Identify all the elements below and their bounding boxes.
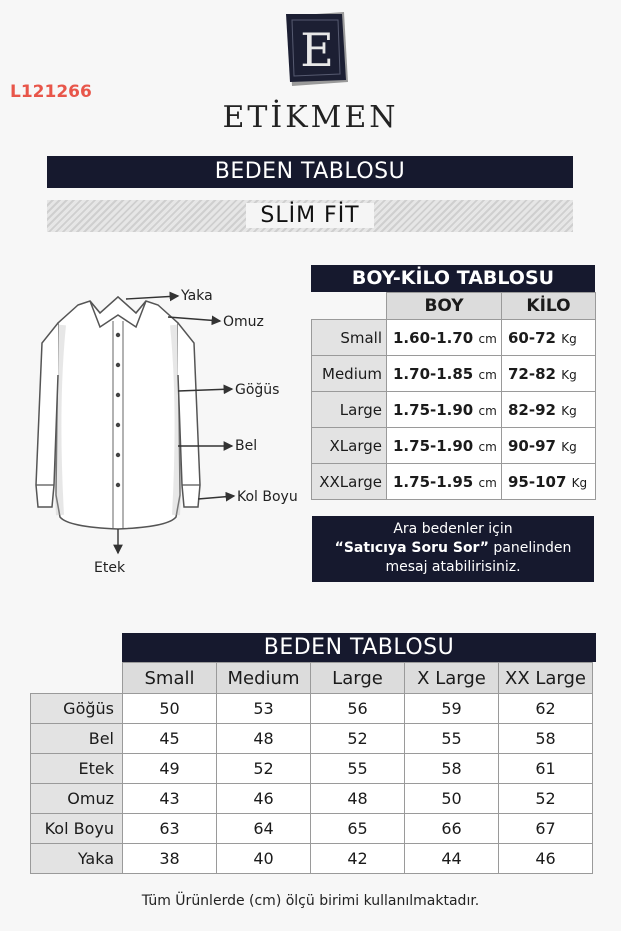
row-label: Göğüs: [31, 694, 123, 724]
measurement-cell: 64: [217, 814, 311, 844]
column-header: Small: [123, 663, 217, 694]
measurement-cell: 40: [217, 844, 311, 874]
measurement-cell: 67: [499, 814, 593, 844]
measurement-cell: 46: [217, 784, 311, 814]
measurement-cell: 59: [405, 694, 499, 724]
boy-unit: cm: [478, 475, 497, 490]
kilo-unit: Kg: [561, 439, 577, 454]
measurement-cell: 65: [311, 814, 405, 844]
measurement-row: [31, 844, 593, 874]
measurement-row: [31, 784, 593, 814]
measurement-cell: 50: [405, 784, 499, 814]
measurement-cell: 46: [499, 844, 593, 874]
measurement-row: [31, 724, 593, 754]
measurement-cell: 42: [311, 844, 405, 874]
label-kol-boyu: Kol Boyu: [237, 489, 298, 505]
note-line-3: mesaj atabilirisiniz.: [385, 559, 521, 575]
note-line-2: [312, 539, 594, 558]
measurement-cell: 58: [499, 724, 593, 754]
measurement-cell: 53: [217, 694, 311, 724]
measurement-cell: 55: [311, 754, 405, 784]
row-label: Yaka: [31, 844, 123, 874]
info-note: [312, 516, 594, 582]
kilo-cell: [502, 392, 596, 428]
header-boy: BOY: [387, 293, 502, 320]
measurement-cell: 50: [123, 694, 217, 724]
shirt-diagram: [28, 285, 308, 585]
boy-value: 1.75-1.95: [393, 472, 474, 491]
boy-cell: [387, 356, 502, 392]
kilo-cell: [502, 428, 596, 464]
kilo-cell: [502, 464, 596, 500]
note-highlight: “Satıcıya Soru Sor”: [334, 540, 489, 556]
measurement-cell: 52: [217, 754, 311, 784]
kilo-value: 90-97: [508, 436, 556, 455]
header-empty-cell: [31, 663, 123, 694]
kilo-unit: Kg: [571, 475, 588, 490]
boy-kilo-title: BOY-KİLO TABLOSU: [311, 265, 595, 292]
column-header: Medium: [217, 663, 311, 694]
boy-cell: [387, 392, 502, 428]
boy-kilo-row: [312, 392, 596, 428]
size-label: Medium: [312, 356, 387, 392]
kilo-value: 82-92: [508, 400, 556, 419]
boy-kilo-row: [312, 428, 596, 464]
label-yaka: Yaka: [181, 288, 213, 304]
fit-label: SLİM FİT: [246, 203, 373, 228]
measurement-cell: 56: [311, 694, 405, 724]
measurement-cell: 58: [405, 754, 499, 784]
row-label: Omuz: [31, 784, 123, 814]
note-line-1: Ara bedenler için: [393, 521, 513, 537]
boy-value: 1.75-1.90: [393, 400, 474, 419]
boy-value: 1.70-1.85: [393, 364, 474, 383]
boy-unit: cm: [478, 331, 497, 346]
measurement-cell: 66: [405, 814, 499, 844]
kilo-unit: Kg: [561, 403, 577, 418]
boy-unit: cm: [478, 439, 497, 454]
kilo-value: 72-82: [508, 364, 556, 383]
kilo-cell: [502, 356, 596, 392]
column-header: Large: [311, 663, 405, 694]
size-label: Large: [312, 392, 387, 428]
measurement-cell: 52: [499, 784, 593, 814]
measurement-cell: 55: [405, 724, 499, 754]
measurement-cell: 43: [123, 784, 217, 814]
kilo-value: 60-72: [508, 328, 556, 347]
measurement-cell: 52: [311, 724, 405, 754]
boy-value: 1.60-1.70: [393, 328, 474, 347]
measurement-cell: 44: [405, 844, 499, 874]
measurement-cell: 48: [311, 784, 405, 814]
kilo-value: 95-107: [508, 472, 567, 491]
column-header: XX Large: [499, 663, 593, 694]
measurement-cell: 38: [123, 844, 217, 874]
size-label: XLarge: [312, 428, 387, 464]
header-kilo: KİLO: [502, 293, 596, 320]
note-line-2-rest: panelinden: [488, 540, 572, 556]
measurement-row: [31, 814, 593, 844]
measurement-cell: 63: [123, 814, 217, 844]
header-empty-cell: [312, 293, 387, 320]
measurement-row: [31, 754, 593, 784]
product-code: L121266: [10, 82, 92, 102]
boy-value: 1.75-1.90: [393, 436, 474, 455]
boy-cell: [387, 428, 502, 464]
page-title: BEDEN TABLOSU: [47, 156, 573, 188]
size-label: Small: [312, 320, 387, 356]
measurement-cell: 49: [123, 754, 217, 784]
boy-kilo-row: [312, 464, 596, 500]
kilo-unit: Kg: [561, 367, 577, 382]
measurement-cell: 45: [123, 724, 217, 754]
boy-cell: [387, 464, 502, 500]
kilo-unit: Kg: [561, 331, 577, 346]
measurement-cell: 62: [499, 694, 593, 724]
boy-kilo-row: [312, 320, 596, 356]
measurement-row: [31, 694, 593, 724]
row-label: Kol Boyu: [31, 814, 123, 844]
size-label: XXLarge: [312, 464, 387, 500]
label-etek: Etek: [94, 560, 126, 576]
column-header: X Large: [405, 663, 499, 694]
footer-note: Tüm Ürünlerde (cm) ölçü birimi kullanılmaktadır.: [141, 893, 480, 909]
brand-name: ETİKMEN: [222, 100, 399, 135]
svg-text:E: E: [300, 23, 334, 77]
label-bel: Bel: [235, 438, 258, 454]
fit-title: [47, 200, 573, 232]
row-label: Etek: [31, 754, 123, 784]
measurement-cell: 48: [217, 724, 311, 754]
kilo-cell: [502, 320, 596, 356]
label-gogus: Göğüs: [235, 382, 280, 398]
boy-unit: cm: [478, 403, 497, 418]
measurement-cell: 61: [499, 754, 593, 784]
beden-title: BEDEN TABLOSU: [122, 633, 596, 662]
label-omuz: Omuz: [223, 314, 264, 330]
boy-kilo-table: [311, 265, 595, 500]
boy-kilo-row: [312, 356, 596, 392]
boy-unit: cm: [478, 367, 497, 382]
row-label: Bel: [31, 724, 123, 754]
brand-logo: [286, 12, 350, 86]
boy-cell: [387, 320, 502, 356]
